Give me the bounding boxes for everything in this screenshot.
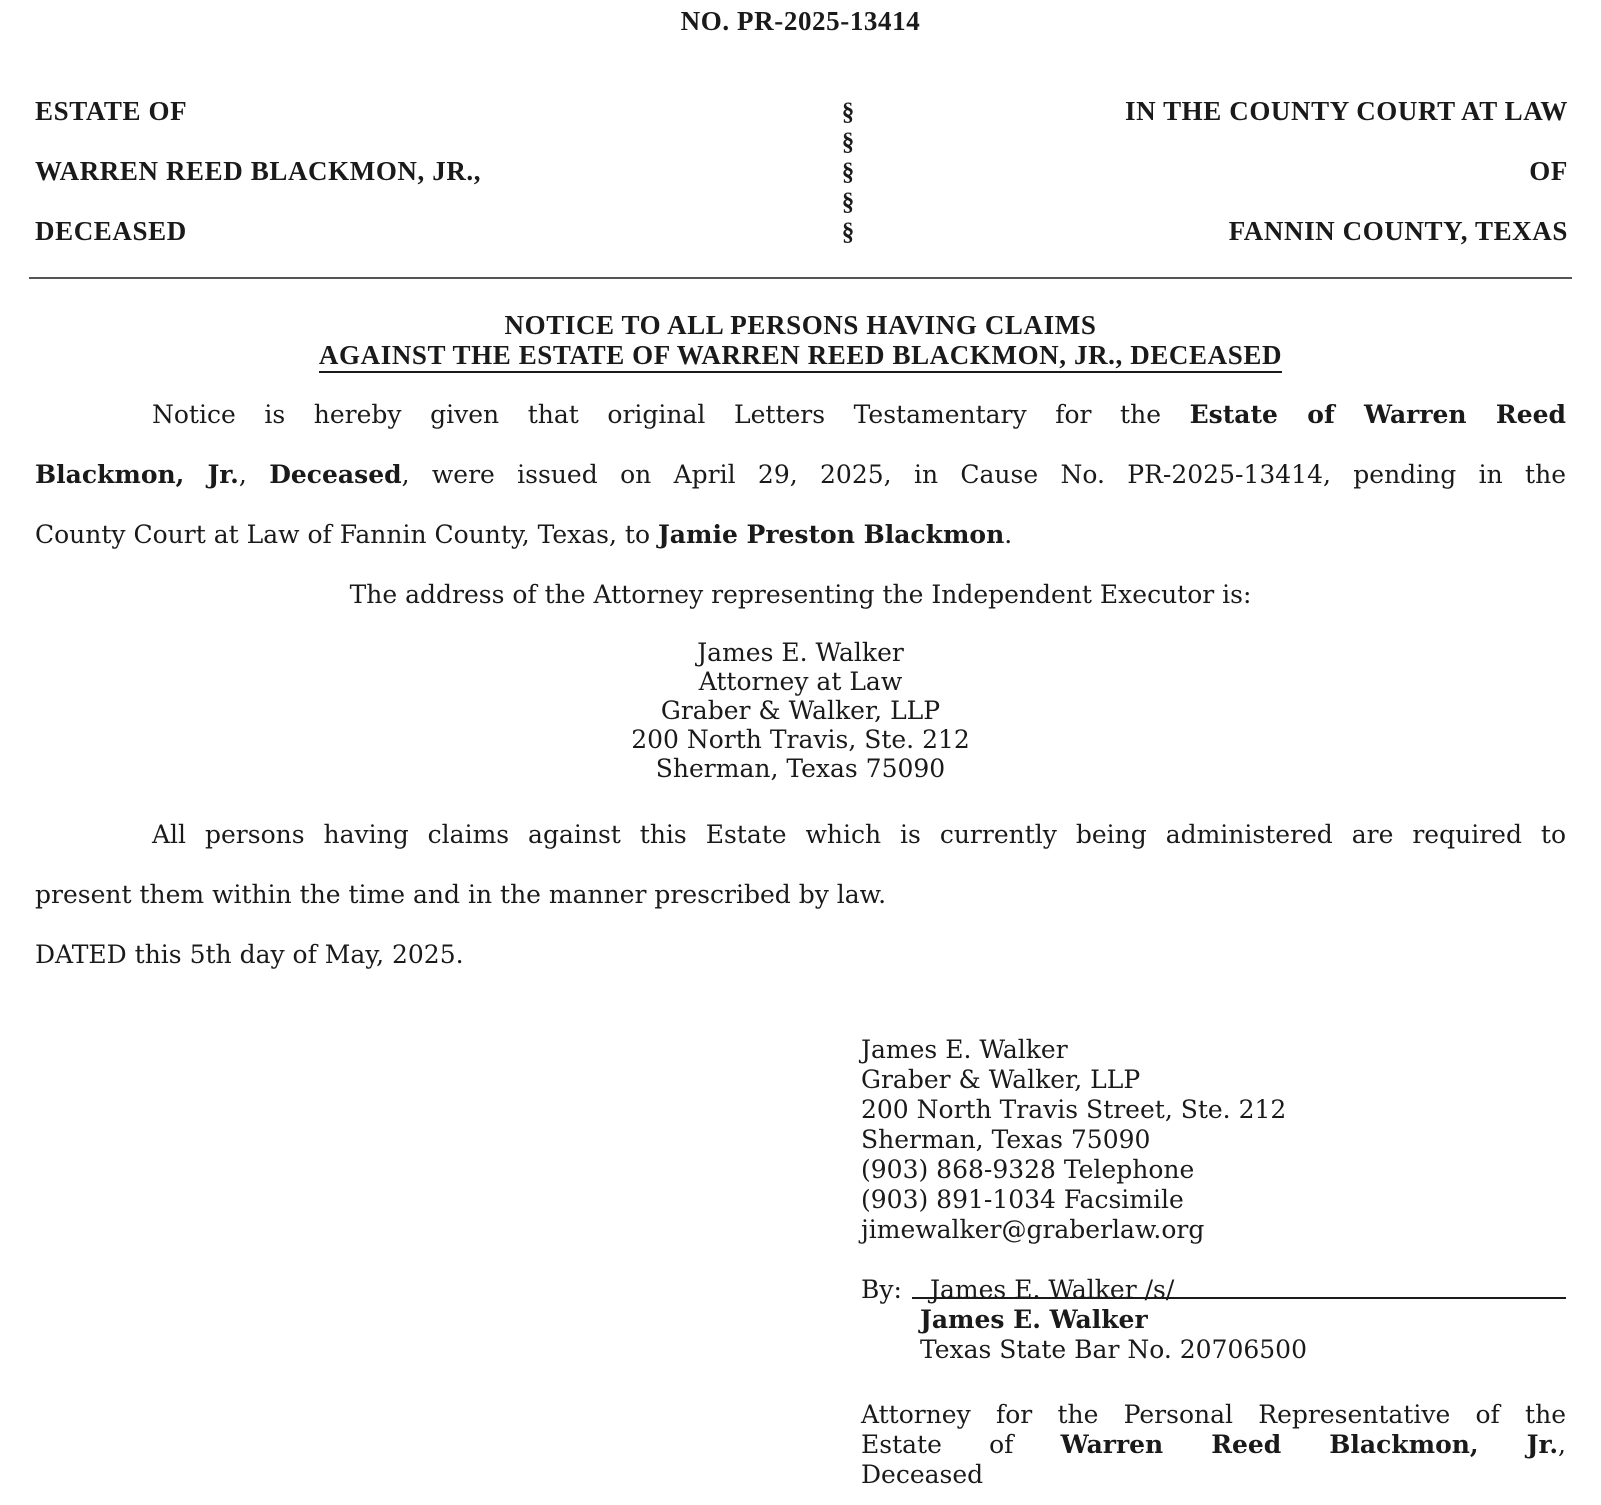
caption-right-line: IN THE COUNTY COURT AT LAW: [1125, 96, 1568, 126]
notice-paragraph-line: [35, 460, 1566, 489]
caption-left-line: WARREN REED BLACKMON, JR.,: [35, 156, 482, 186]
signature-block-line: (903) 891-1034 Facsimile: [861, 1185, 1184, 1214]
notice-paragraph-line: [35, 520, 1566, 549]
signature-block-line: James E. Walker: [861, 1035, 1068, 1064]
section-symbol: §: [841, 219, 855, 246]
caption-right-line: FANNIN COUNTY, TEXAS: [1228, 216, 1568, 246]
signature-block-line: Sherman, Texas 75090: [861, 1125, 1151, 1154]
text-run: .: [1004, 520, 1013, 549]
text-run: County Court at Law of Fannin County, Texas, to: [35, 520, 651, 549]
estate-name-bold: Estate of Warren Reed: [1189, 400, 1566, 429]
text-run: , were issued on April 29, 2025, in Cause No. PR-2025-13414, pending in the: [401, 460, 1567, 489]
signature-line: [912, 1297, 1566, 1299]
electronic-signature: James E. Walker /s/: [930, 1275, 1175, 1304]
notice-title-underlined: AGAINST THE ESTATE OF WARREN REED BLACKMON, JR., DECEASED: [319, 340, 1282, 373]
caption-left-line: ESTATE OF: [35, 96, 188, 126]
attorney-for-line: Deceased: [861, 1460, 984, 1489]
attorney-address-line: Sherman, Texas 75090: [655, 754, 946, 783]
section-symbol: §: [841, 189, 855, 216]
dated-line: DATED this 5th day of May, 2025.: [35, 940, 464, 969]
notice-title-line-1: NOTICE TO ALL PERSONS HAVING CLAIMS: [504, 310, 1097, 340]
text-run: ,: [1558, 1430, 1566, 1459]
section-symbol: §: [841, 99, 855, 126]
caption-right-line: OF: [1529, 156, 1568, 186]
estate-name-bold: Warren Reed Blackmon, Jr.: [1060, 1430, 1559, 1459]
claims-paragraph-line: present them within the time and in the manner prescribed by law.: [35, 880, 887, 909]
claims-paragraph-line: All persons having claims against this Estate which is currently being administered are required to: [152, 820, 1566, 849]
address-intro: The address of the Attorney representing the Independent Executor is:: [349, 580, 1252, 609]
deceased-bold: Deceased: [269, 460, 402, 489]
section-symbol: §: [841, 159, 855, 186]
estate-name-bold: Blackmon, Jr.: [35, 460, 239, 489]
caption-divider: [29, 277, 1572, 279]
attorney-address-line: Graber & Walker, LLP: [660, 696, 941, 725]
caption-left-line: DECEASED: [35, 216, 187, 246]
signature-block-line: Graber & Walker, LLP: [861, 1065, 1141, 1094]
cause-number: NO. PR-2025-13414: [680, 6, 921, 36]
bar-number: Texas State Bar No. 20706500: [920, 1335, 1307, 1364]
notice-title-line-2: [0, 340, 1601, 371]
attorney-address-line: Attorney at Law: [698, 667, 903, 696]
attorney-address-line: 200 North Travis, Ste. 212: [631, 725, 970, 754]
text-run: Estate of: [861, 1430, 1014, 1459]
attorney-address-line: James E. Walker: [697, 638, 904, 667]
text-run: ,: [238, 460, 247, 489]
signer-name: James E. Walker: [920, 1305, 1148, 1334]
executor-name-bold: Jamie Preston Blackmon: [657, 520, 1005, 549]
signature-block-line: 200 North Travis Street, Ste. 212: [861, 1095, 1287, 1124]
by-label: By:: [861, 1275, 902, 1304]
text-run: Notice is hereby given that original Letters Testamentary for the: [152, 400, 1161, 429]
notice-paragraph-line: [152, 400, 1566, 429]
attorney-for-line: Attorney for the Personal Representative of the: [861, 1400, 1566, 1429]
attorney-for-line: [861, 1430, 1566, 1459]
section-symbol: §: [841, 129, 855, 156]
section-symbols-column: [836, 98, 860, 248]
signature-block-line: jimewalker@graberlaw.org: [861, 1215, 1205, 1244]
signature-block-line: (903) 868-9328 Telephone: [861, 1155, 1195, 1184]
